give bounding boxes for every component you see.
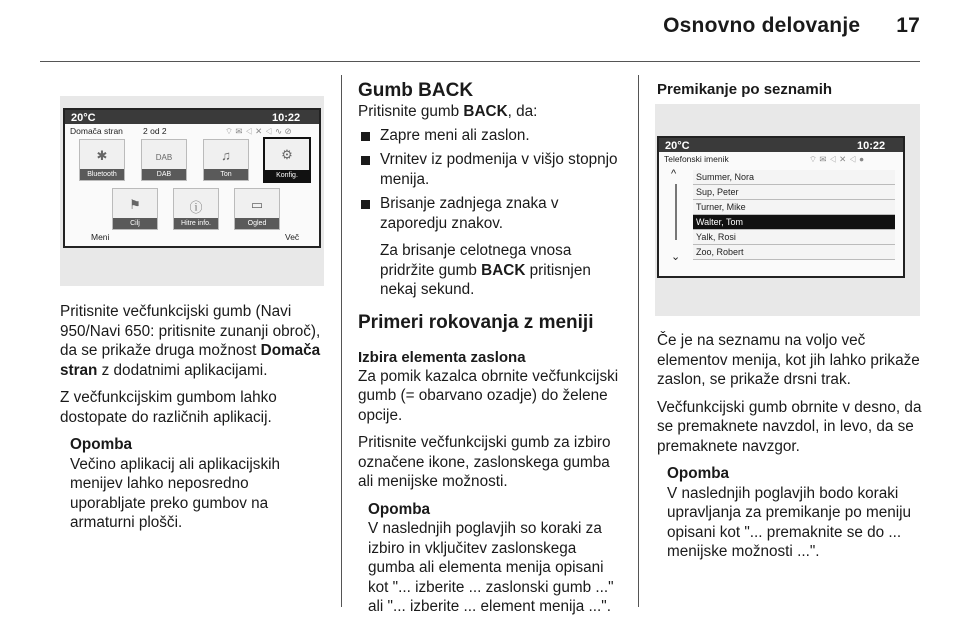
bluetooth-icon: ✱ [96, 148, 108, 163]
bullet-square-icon [361, 132, 370, 141]
note [60, 435, 326, 533]
view-icon: ▭ [250, 197, 264, 212]
chapter-title: Osnovno delovanje [663, 14, 861, 37]
note-text: V naslednjih poglavjih so koraki za izbiro in vključitev zaslonskega gumba ali elementa menija opisani kot "... izberite ... zaslonski gumb ..." ali "... izberite ... element menija ...". [368, 520, 614, 615]
menu-label: Meni [91, 232, 110, 242]
temperature: 20°C [665, 140, 690, 152]
bullet-square-icon [361, 156, 370, 165]
section-title: Gumb BACK [358, 80, 474, 101]
list-item: Brisanje zadnjega znaka v zaporedju znakov. [358, 194, 626, 233]
config-gear-icon: ⚙ [281, 147, 293, 162]
tile-hitre-info[interactable]: ⓘ Hitre info. [173, 188, 219, 230]
note [657, 464, 923, 562]
info-icon: ⓘ [189, 200, 203, 215]
list-item[interactable]: Turner, Mike [693, 200, 895, 215]
paragraph: Z večfunkcijskim gumbom lahko dostopate do različnih aplikacij. [60, 389, 277, 426]
paragraph: Za pomik kazalca obrnite večfunkcijski gumb (= obarvano ozadje) do želene opcije. [358, 367, 619, 424]
list-item[interactable]: Sup, Peter [693, 185, 895, 200]
sound-settings-icon: ♫ [221, 148, 231, 163]
home-screen-term: Domača stran [60, 342, 321, 379]
section-title: Premikanje po seznamih [657, 81, 833, 98]
status-bar [659, 138, 903, 152]
column-3-text-top [657, 80, 923, 99]
list-item-selected[interactable]: Walter, Tom [693, 215, 895, 230]
home-screen-display [63, 108, 321, 248]
column-3-text [657, 331, 923, 562]
note-text: V naslednjih poglavjih bodo koraki upravljanja za premikanje po meniju opisani kot "... premaknite se do ... menijske možnosti ...". [667, 484, 912, 560]
paragraph: Večfunkcijski gumb obrnite v desno, da se premaknete navzdol, in levo, da se premaknete navzgor. [657, 398, 922, 455]
list-screen-figure [655, 104, 920, 316]
tile-dab[interactable]: DAB DAB [141, 139, 187, 181]
column-divider [341, 75, 342, 607]
screen-title: Domača stran [70, 126, 123, 136]
home-screen-figure [60, 96, 324, 286]
header-rule [40, 61, 920, 62]
tile-bluetooth[interactable]: ✱ Bluetooth [79, 139, 125, 181]
screen-title: Telefonski imenik [664, 154, 729, 164]
list-item: Zapre meni ali zaslon. [358, 126, 626, 146]
more-label: Več [285, 232, 300, 242]
note-label: Opomba [70, 436, 133, 453]
column-divider [638, 75, 639, 607]
column-2-text [358, 80, 626, 617]
clock: 10:22 [857, 140, 886, 152]
scroll-down-icon[interactable]: ⌄ [671, 251, 681, 263]
subsection-title: Izbira elementa zaslona [358, 348, 526, 366]
paragraph: Pritisnite večfunkcijski gumb (Navi 950/Navi 650: pritisnite zunanji obroč), da se prikaže druga možnost Domača stran z dodatnimi aplikacijami. [60, 303, 321, 379]
list-item[interactable]: Yalk, Rosi [693, 230, 895, 245]
tile-cilj[interactable]: ⚑ Cilj [112, 188, 158, 230]
scroll-up-icon[interactable]: ^ [671, 168, 677, 180]
section-title: Primeri rokovanja z meniji [358, 311, 594, 333]
paragraph: Pritisnite gumb BACK, da: [358, 103, 538, 120]
page-header [663, 14, 920, 38]
clock: 10:22 [272, 112, 301, 124]
column-1-text [60, 302, 326, 533]
list-item[interactable]: Summer, Nora [693, 170, 895, 185]
paragraph: Pritisnite večfunkcijski gumb za izbiro označene ikone, zaslonskega gumba ali menijske možnosti. [358, 434, 611, 490]
bullet-square-icon [361, 200, 370, 209]
paragraph: Če je na seznamu na voljo več elementov menija, kot jih lahko prikaže zaslon, se prikaže drsni trak. [657, 332, 920, 388]
note-label: Opomba [368, 500, 431, 518]
note [358, 500, 626, 617]
tile-ogled[interactable]: ▭ Ogled [234, 188, 280, 230]
pager: 2 od 2 [143, 126, 167, 136]
destination-icon: ⚑ [129, 197, 141, 212]
note-text: Večino aplikacij ali aplikacijskih menijev lahko neposredno uporabljate preko gumbov na armaturni plošči. [70, 455, 281, 531]
status-bar [65, 110, 319, 124]
phonebook-display [657, 136, 905, 278]
tile-ton[interactable]: ♫ Ton [203, 139, 249, 181]
scroll-bar[interactable] [675, 184, 677, 240]
paragraph: Za brisanje celotnega vnosa pridržite gumb BACK pritisnjen nekaj sekund. [380, 242, 591, 298]
list-item[interactable]: Zoo, Robert [693, 245, 895, 260]
status-icons: ⌔ ✉ ◁ ✕ ◁ ∿ ⊘ [225, 126, 292, 136]
page-number: 17 [896, 14, 920, 37]
temperature: 20°C [71, 112, 96, 124]
list-item: Vrnitev iz podmenija v višjo stopnjo menija. [358, 150, 626, 189]
status-icons: ⌔ ✉ ◁ ✕ ◁ ● [809, 154, 865, 164]
bullet-list [358, 126, 626, 234]
tile-konfig[interactable]: ⚙ Konfig. [263, 137, 311, 183]
dab-icon: DAB [155, 153, 173, 162]
note-label: Opomba [667, 465, 730, 482]
